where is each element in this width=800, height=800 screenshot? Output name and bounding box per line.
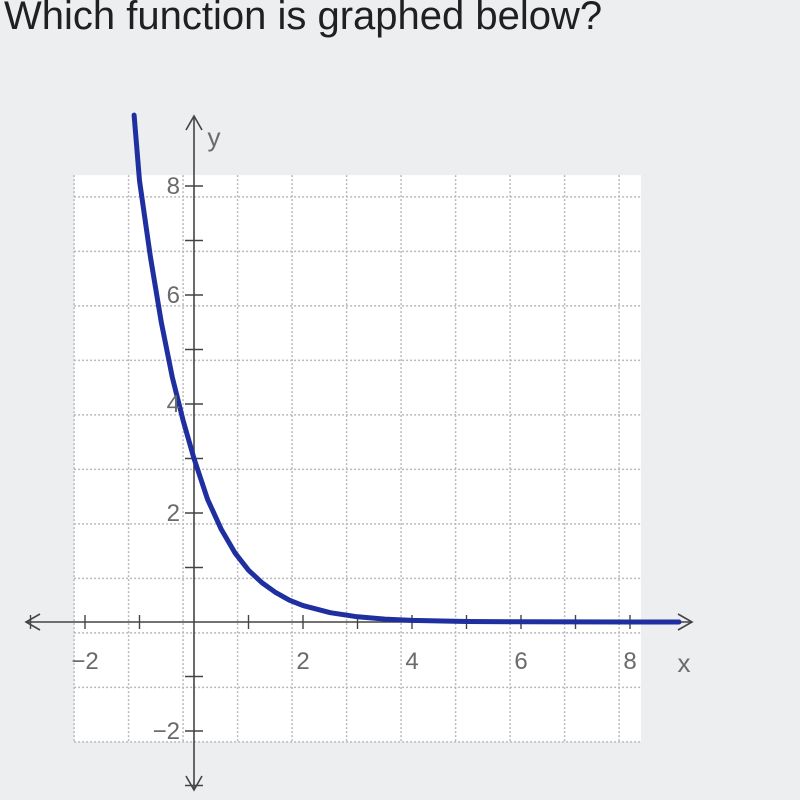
x-tick-label: 2	[296, 648, 310, 675]
y-axis-label: y	[207, 122, 221, 152]
x-tick-label: 8	[623, 648, 637, 675]
y-tick-label: −2	[152, 718, 180, 745]
y-tick-label: 4	[166, 391, 180, 418]
grid	[74, 175, 641, 742]
x-axis-label: x	[677, 648, 691, 678]
x-tick-label: 4	[405, 648, 419, 675]
question-text: Which function is graphed below?	[4, 0, 603, 38]
x-tick-label: 6	[514, 648, 528, 675]
y-tick-label: 8	[166, 173, 180, 200]
x-tick-label: −2	[71, 648, 99, 675]
y-tick-label: 2	[166, 500, 180, 527]
grid-background	[74, 175, 641, 742]
y-tick-label: 6	[166, 282, 180, 309]
